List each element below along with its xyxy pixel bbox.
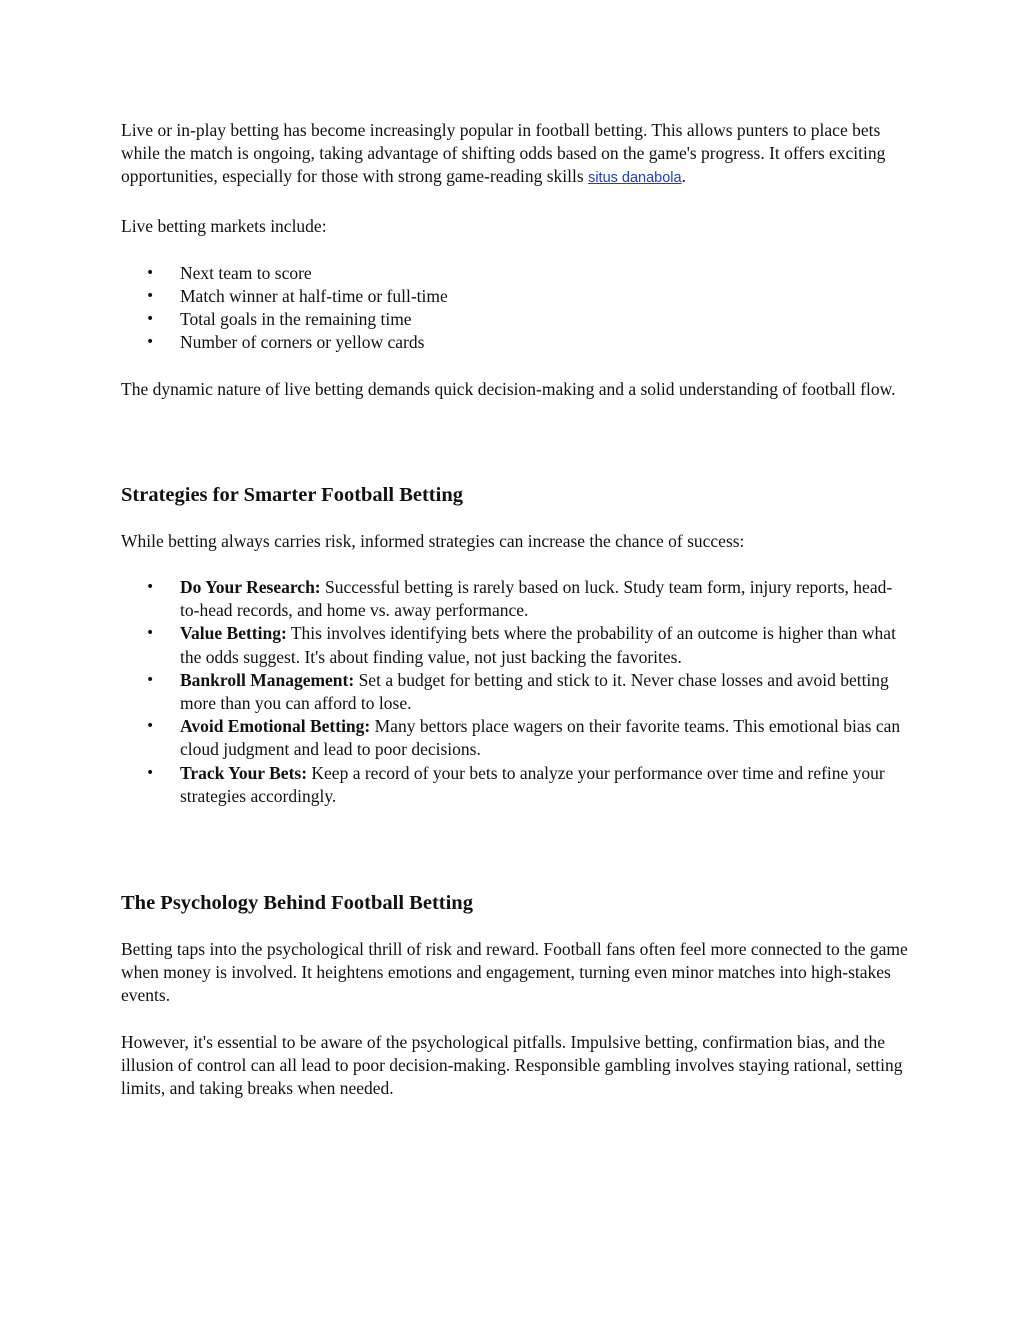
strategy-term: Bankroll Management: xyxy=(180,669,355,690)
strategies-lead: While betting always carries risk, informed strategies can increase the chance of success: xyxy=(121,530,745,551)
strategy-term: Avoid Emotional Betting: xyxy=(180,716,371,737)
situs-danabola-link[interactable]: situs danabola xyxy=(588,170,682,187)
strategies-heading: Strategies for Smarter Football Betting xyxy=(121,483,463,506)
bullet-icon: • xyxy=(146,311,155,328)
psychology-heading: The Psychology Behind Football Betting xyxy=(121,892,473,915)
markets-list xyxy=(121,262,911,355)
list-item: • Next team to score xyxy=(121,262,911,285)
bullet-icon: • xyxy=(146,764,155,781)
psychology-paragraph-2: However, it's essential to be aware of the psychological pitfalls. Impulsive betting, confirmation bias, and the illusion of control can all lead to poor decision-making. Responsible gambling involves staying rational, setting limits, and taking breaks when needed. xyxy=(121,1031,903,1099)
bullet-icon: • xyxy=(146,288,155,305)
bullet-icon: • xyxy=(146,625,155,642)
markets-lead: Live betting markets include: xyxy=(121,215,327,236)
strategy-text: Successful betting is rarely based on luck. Study team form, injury reports, head-to-head records, and home vs. away performance. xyxy=(180,577,893,621)
intro-period: . xyxy=(681,166,686,187)
bullet-icon: • xyxy=(146,579,155,596)
list-item xyxy=(121,576,911,622)
list-item: • Total goals in the remaining time xyxy=(121,308,911,331)
bullet-icon: • xyxy=(146,334,155,351)
psychology-paragraph-1: Betting taps into the psychological thrill of risk and reward. Football fans often feel more connected to the game when money is involved. It heightens emotions and engagement, turning even minor matches into high-stakes events. xyxy=(121,939,908,1006)
bullet-icon: • xyxy=(146,718,155,735)
strategy-term: Track Your Bets: xyxy=(180,762,308,783)
strategy-term: Do Your Research: xyxy=(180,577,321,598)
markets-closing-paragraph: The dynamic nature of live betting demands quick decision-making and a solid understanding of football flow. xyxy=(121,378,896,399)
list-item: • Match winner at half-time or full-time xyxy=(121,285,911,308)
strategies-list xyxy=(121,576,911,808)
strategy-text: Set a budget for betting and stick to it. Never chase losses and avoid betting more than you can afford to lose. xyxy=(180,669,889,714)
intro-paragraph xyxy=(121,119,911,191)
strategy-text: Many bettors place wagers on their favorite teams. This emotional bias can cloud judgment and lead to poor decisions. xyxy=(180,716,901,760)
intro-text: Live or in-play betting has become increasingly popular in football betting. This allows punters to place bets while the match is ongoing, taking advantage of shifting odds based on the game's progress. It offers exciting opportunities, especially for those with strong game-reading skills xyxy=(121,120,886,187)
strategy-term: Value Betting: xyxy=(180,623,287,644)
strategy-text: This involves identifying bets where the probability of an outcome is higher than what the odds suggest. It's about finding value, not just backing the favorites. xyxy=(180,623,896,667)
strategy-text: Keep a record of your bets to analyze your performance over time and refine your strategies accordingly. xyxy=(180,762,885,806)
bullet-icon: • xyxy=(146,264,155,281)
document-page xyxy=(121,119,911,1100)
list-item xyxy=(121,715,911,761)
list-item xyxy=(121,622,911,668)
bullet-icon: • xyxy=(146,671,155,688)
list-item: • Number of corners or yellow cards xyxy=(121,331,911,354)
list-item xyxy=(121,669,911,715)
list-item xyxy=(121,762,911,808)
